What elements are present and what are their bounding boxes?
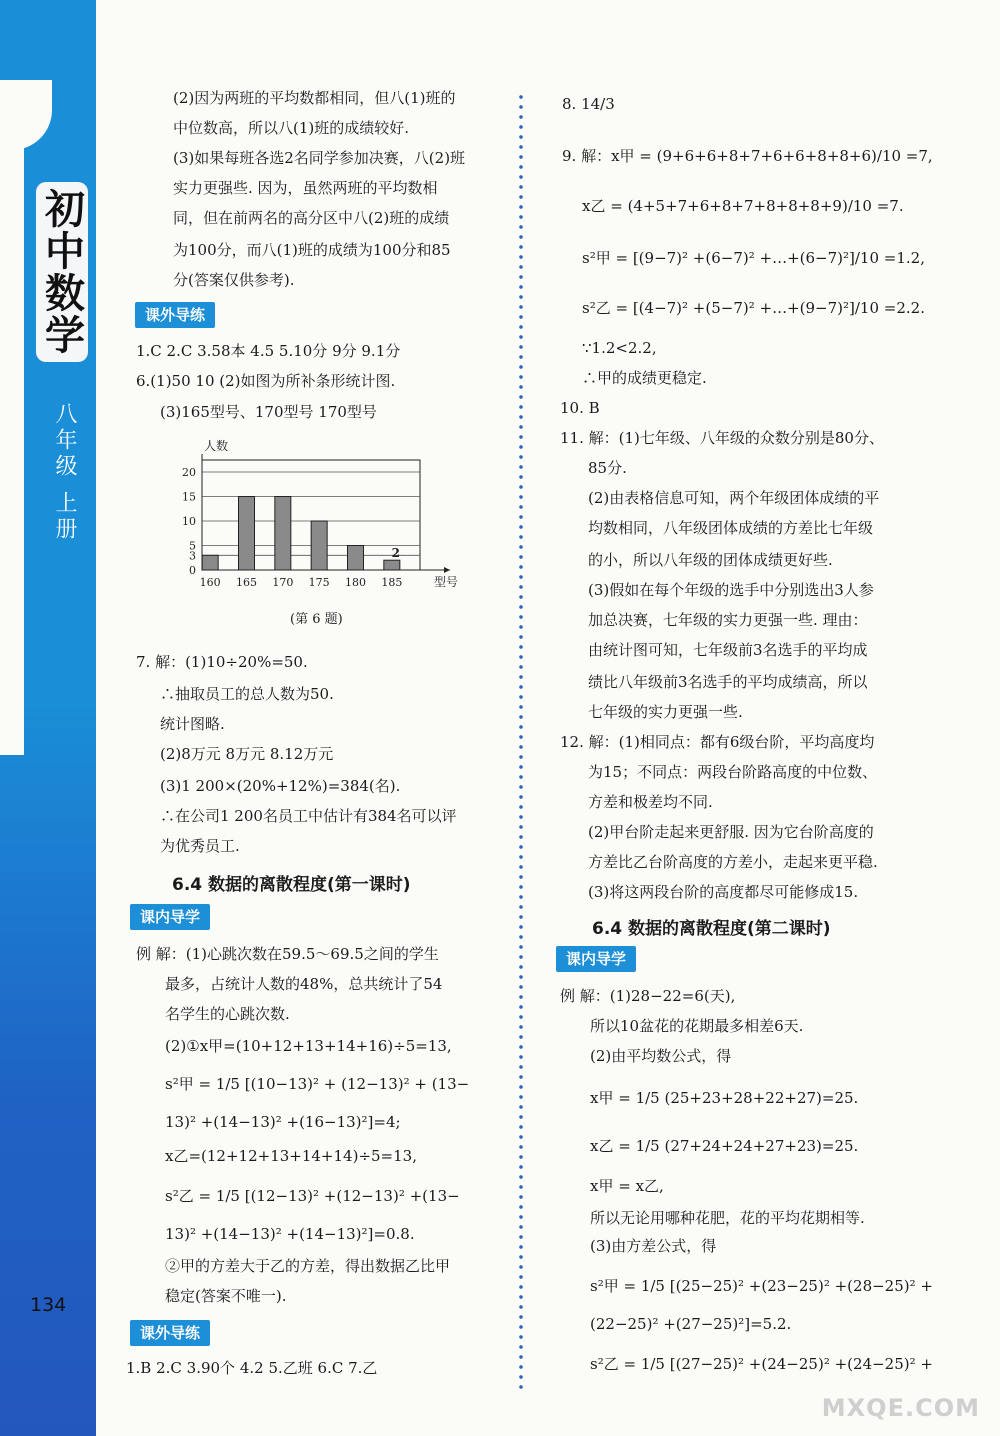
q9-line: ∵1.2<2.2, [582, 339, 657, 357]
answer-line: (3)165型号、170型号 170型号 [160, 403, 377, 421]
watermark: MXQE.COM [821, 1394, 980, 1422]
bar-chart [168, 436, 468, 596]
y-tick-label: 5 [189, 539, 196, 553]
bar-185 [384, 560, 400, 570]
q7-line: 7. 解：(1)10÷20%=50. [136, 653, 308, 671]
left-text-line: 为100分，而八(1)班的成绩为100分和85 [173, 241, 451, 259]
q8-line: 8. 14/3 [562, 95, 615, 113]
bar-175 [311, 521, 327, 570]
example-line: s²甲 = 1/5 [(10−13)² + (12−13)² + (13− [165, 1075, 470, 1093]
q10-line: 10. B [560, 399, 600, 417]
data-label: 2 [391, 546, 401, 561]
example-line: s²乙 = 1/5 [(27−25)² +(24−25)² +(24−25)² + [590, 1355, 933, 1373]
example-line: 名学生的心跳次数. [165, 1005, 290, 1023]
example-line: 13)² +(14−13)² +(14−13)²]=0.8. [165, 1225, 415, 1243]
q12-line: 方差比乙台阶高度的方差小，走起来更平稳. [588, 853, 878, 871]
y-tick-label: 0 [189, 564, 196, 577]
y-tick-label: 20 [182, 466, 196, 479]
q11-line: 七年级的实力更强一些. [588, 703, 743, 721]
q9-line: ∴甲的成绩更稳定. [582, 369, 707, 387]
q11-line: (2)由表格信息可知，两个年级团体成绩的平 [588, 489, 880, 507]
x-tick-label: 180 [345, 576, 366, 589]
q7-line: ∴抽取员工的总人数为50. [160, 685, 334, 703]
sidebar [0, 0, 96, 1436]
q11-line: 由统计图可知，七年级前3名选手的平均成 [588, 641, 868, 659]
answer-line: 1.C 2.C 3.58本 4.5 5.10分 9分 9.1分 [136, 342, 401, 360]
x-tick-label: 160 [199, 576, 221, 589]
q12-line: 为15；不同点：两段台阶路高度的中位数、 [588, 763, 878, 781]
q12-line: 12. 解：(1)相同点：都有6级台阶，平均高度均 [560, 733, 875, 751]
q11-line: 绩比八年级前3名选手的平均成绩高，所以 [588, 673, 868, 691]
bar-170 [275, 497, 291, 571]
section-tag: 课外导练 [130, 1320, 210, 1346]
y-axis-label: 人数 [204, 439, 229, 453]
example-line: 13)² +(14−13)² +(16−13)²]=4; [165, 1113, 401, 1131]
y-tick-label: 10 [182, 515, 196, 528]
section-tag: 课外导练 [135, 302, 215, 328]
q11-line: (3)假如在每个年级的选手中分别选出3人参 [588, 581, 874, 599]
x-tick-label: 165 [236, 576, 257, 589]
q11-line: 11. 解：(1)七年级、八年级的众数分别是80分、 [560, 429, 884, 447]
x-axis-arrow [444, 567, 450, 573]
answer-line: 6.(1)50 10 (2)如图为所补条形统计图. [136, 372, 396, 390]
section-heading: 6.4 数据的离散程度(第二课时) [592, 919, 831, 939]
q12-line: (2)甲台阶走起来更舒服. 因为它台阶高度的 [588, 823, 874, 841]
example-line: (3)由方差公式，得 [590, 1237, 717, 1255]
q12-line: (3)将这两段台阶的高度都尽可能修成15. [588, 883, 859, 901]
q9-line: x乙 = (4+5+7+6+8+7+8+8+8+9)/10 =7. [582, 197, 904, 215]
column-divider [519, 92, 523, 1392]
section-tag: 课内导学 [556, 946, 636, 972]
left-text-line: (2)因为两班的平均数都相同，但八(1)班的 [173, 89, 456, 107]
x-axis-label: 型号 [434, 575, 459, 589]
left-text-line: 同，但在前两名的高分区中八(2)班的成绩 [173, 209, 450, 227]
q11-line: 加总决赛，七年级的实力更强一些. 理由： [588, 611, 868, 629]
q7-line: (3)1 200×(20%+12%)=384(名). [160, 777, 401, 795]
q9-line: 9. 解：x甲 = (9+6+6+8+7+6+6+8+8+6)/10 =7, [562, 147, 933, 165]
q7-line: 为优秀员工. [160, 837, 240, 855]
q7-line: 统计图略. [160, 715, 225, 733]
example-line: x甲 = 1/5 (25+23+28+22+27)=25. [590, 1089, 859, 1107]
example-line: s²乙 = 1/5 [(12−13)² +(12−13)² +(13− [165, 1187, 460, 1205]
page-number: 134 [30, 1294, 67, 1316]
q11-line: 85分. [588, 459, 627, 477]
left-text-line: (3)如果每班各选2名同学参加决赛，八(2)班 [173, 149, 466, 167]
chart-caption: (第 6 题) [290, 612, 343, 627]
answer-line: 1.B 2.C 3.90个 4.2 5.乙班 6.C 7.乙 [126, 1359, 378, 1377]
q9-line: s²乙 = [(4−7)² +(5−7)² +…+(9−7)²]/10 =2.2. [582, 299, 925, 317]
x-tick-label: 175 [308, 576, 330, 589]
section-heading: 6.4 数据的离散程度(第一课时) [172, 875, 411, 895]
q11-line: 均数相同，八年级团体成绩的方差比七年级 [588, 519, 874, 537]
book-title: 初中数学 [36, 182, 88, 362]
section-tag: 课内导学 [130, 904, 210, 930]
sidebar-cutout-strip [0, 135, 24, 755]
example-line: ②甲的方差大于乙的方差，得出数据乙比甲 [165, 1257, 451, 1275]
example-line: (2)由平均数公式，得 [590, 1047, 732, 1065]
example-line: 例 解：(1)28−22=6(天), [560, 987, 736, 1005]
example-line: s²甲 = 1/5 [(25−25)² +(23−25)² +(28−25)² + [590, 1277, 933, 1295]
example-line: 最多，占统计人数的48%，总共统计了54 [165, 975, 443, 993]
q7-line: ∴在公司1 200名员工中估计有384名可以评 [160, 807, 457, 825]
example-line: 例 解：(1)心跳次数在59.5～69.5之间的学生 [136, 945, 439, 963]
example-line: 稳定(答案不唯一). [165, 1287, 287, 1305]
grade-label: 八年级 上册 [52, 402, 77, 543]
left-text-line: 分(答案仅供参考). [173, 271, 295, 289]
example-line: x乙=(12+12+13+14+14)÷5=13, [165, 1147, 417, 1165]
q12-line: 方差和极差均不同. [588, 793, 713, 811]
q7-line: (2)8万元 8万元 8.12万元 [160, 745, 334, 763]
example-line: x甲 = x乙, [590, 1177, 664, 1195]
bar-165 [239, 497, 255, 571]
x-tick-label: 170 [272, 576, 294, 589]
left-text-line: 实力更强些. 因为，虽然两班的平均数相 [173, 179, 438, 197]
y-tick-label: 3 [189, 549, 196, 563]
example-line: 所以10盆花的花期最多相差6天. [590, 1017, 804, 1035]
q9-line: s²甲 = [(9−7)² +(6−7)² +…+(6−7)²]/10 =1.2, [582, 249, 925, 267]
example-line: (2)①x甲=(10+12+13+14+16)÷5=13, [165, 1037, 452, 1055]
x-tick-label: 185 [381, 576, 403, 589]
sidebar-bottom-band [0, 695, 96, 1436]
example-line: 所以无论用哪种花肥，花的平均花期相等. [590, 1209, 865, 1227]
q11-line: 的小，所以八年级的团体成绩更好些. [588, 551, 833, 569]
y-tick-label: 15 [182, 490, 196, 504]
example-line: x乙 = 1/5 (27+24+24+27+23)=25. [590, 1137, 859, 1155]
left-text-line: 中位数高，所以八(1)班的成绩较好. [173, 119, 410, 137]
example-line: (22−25)² +(27−25)²]=5.2. [590, 1315, 792, 1333]
bar-180 [348, 546, 364, 571]
bar-160 [202, 555, 218, 570]
